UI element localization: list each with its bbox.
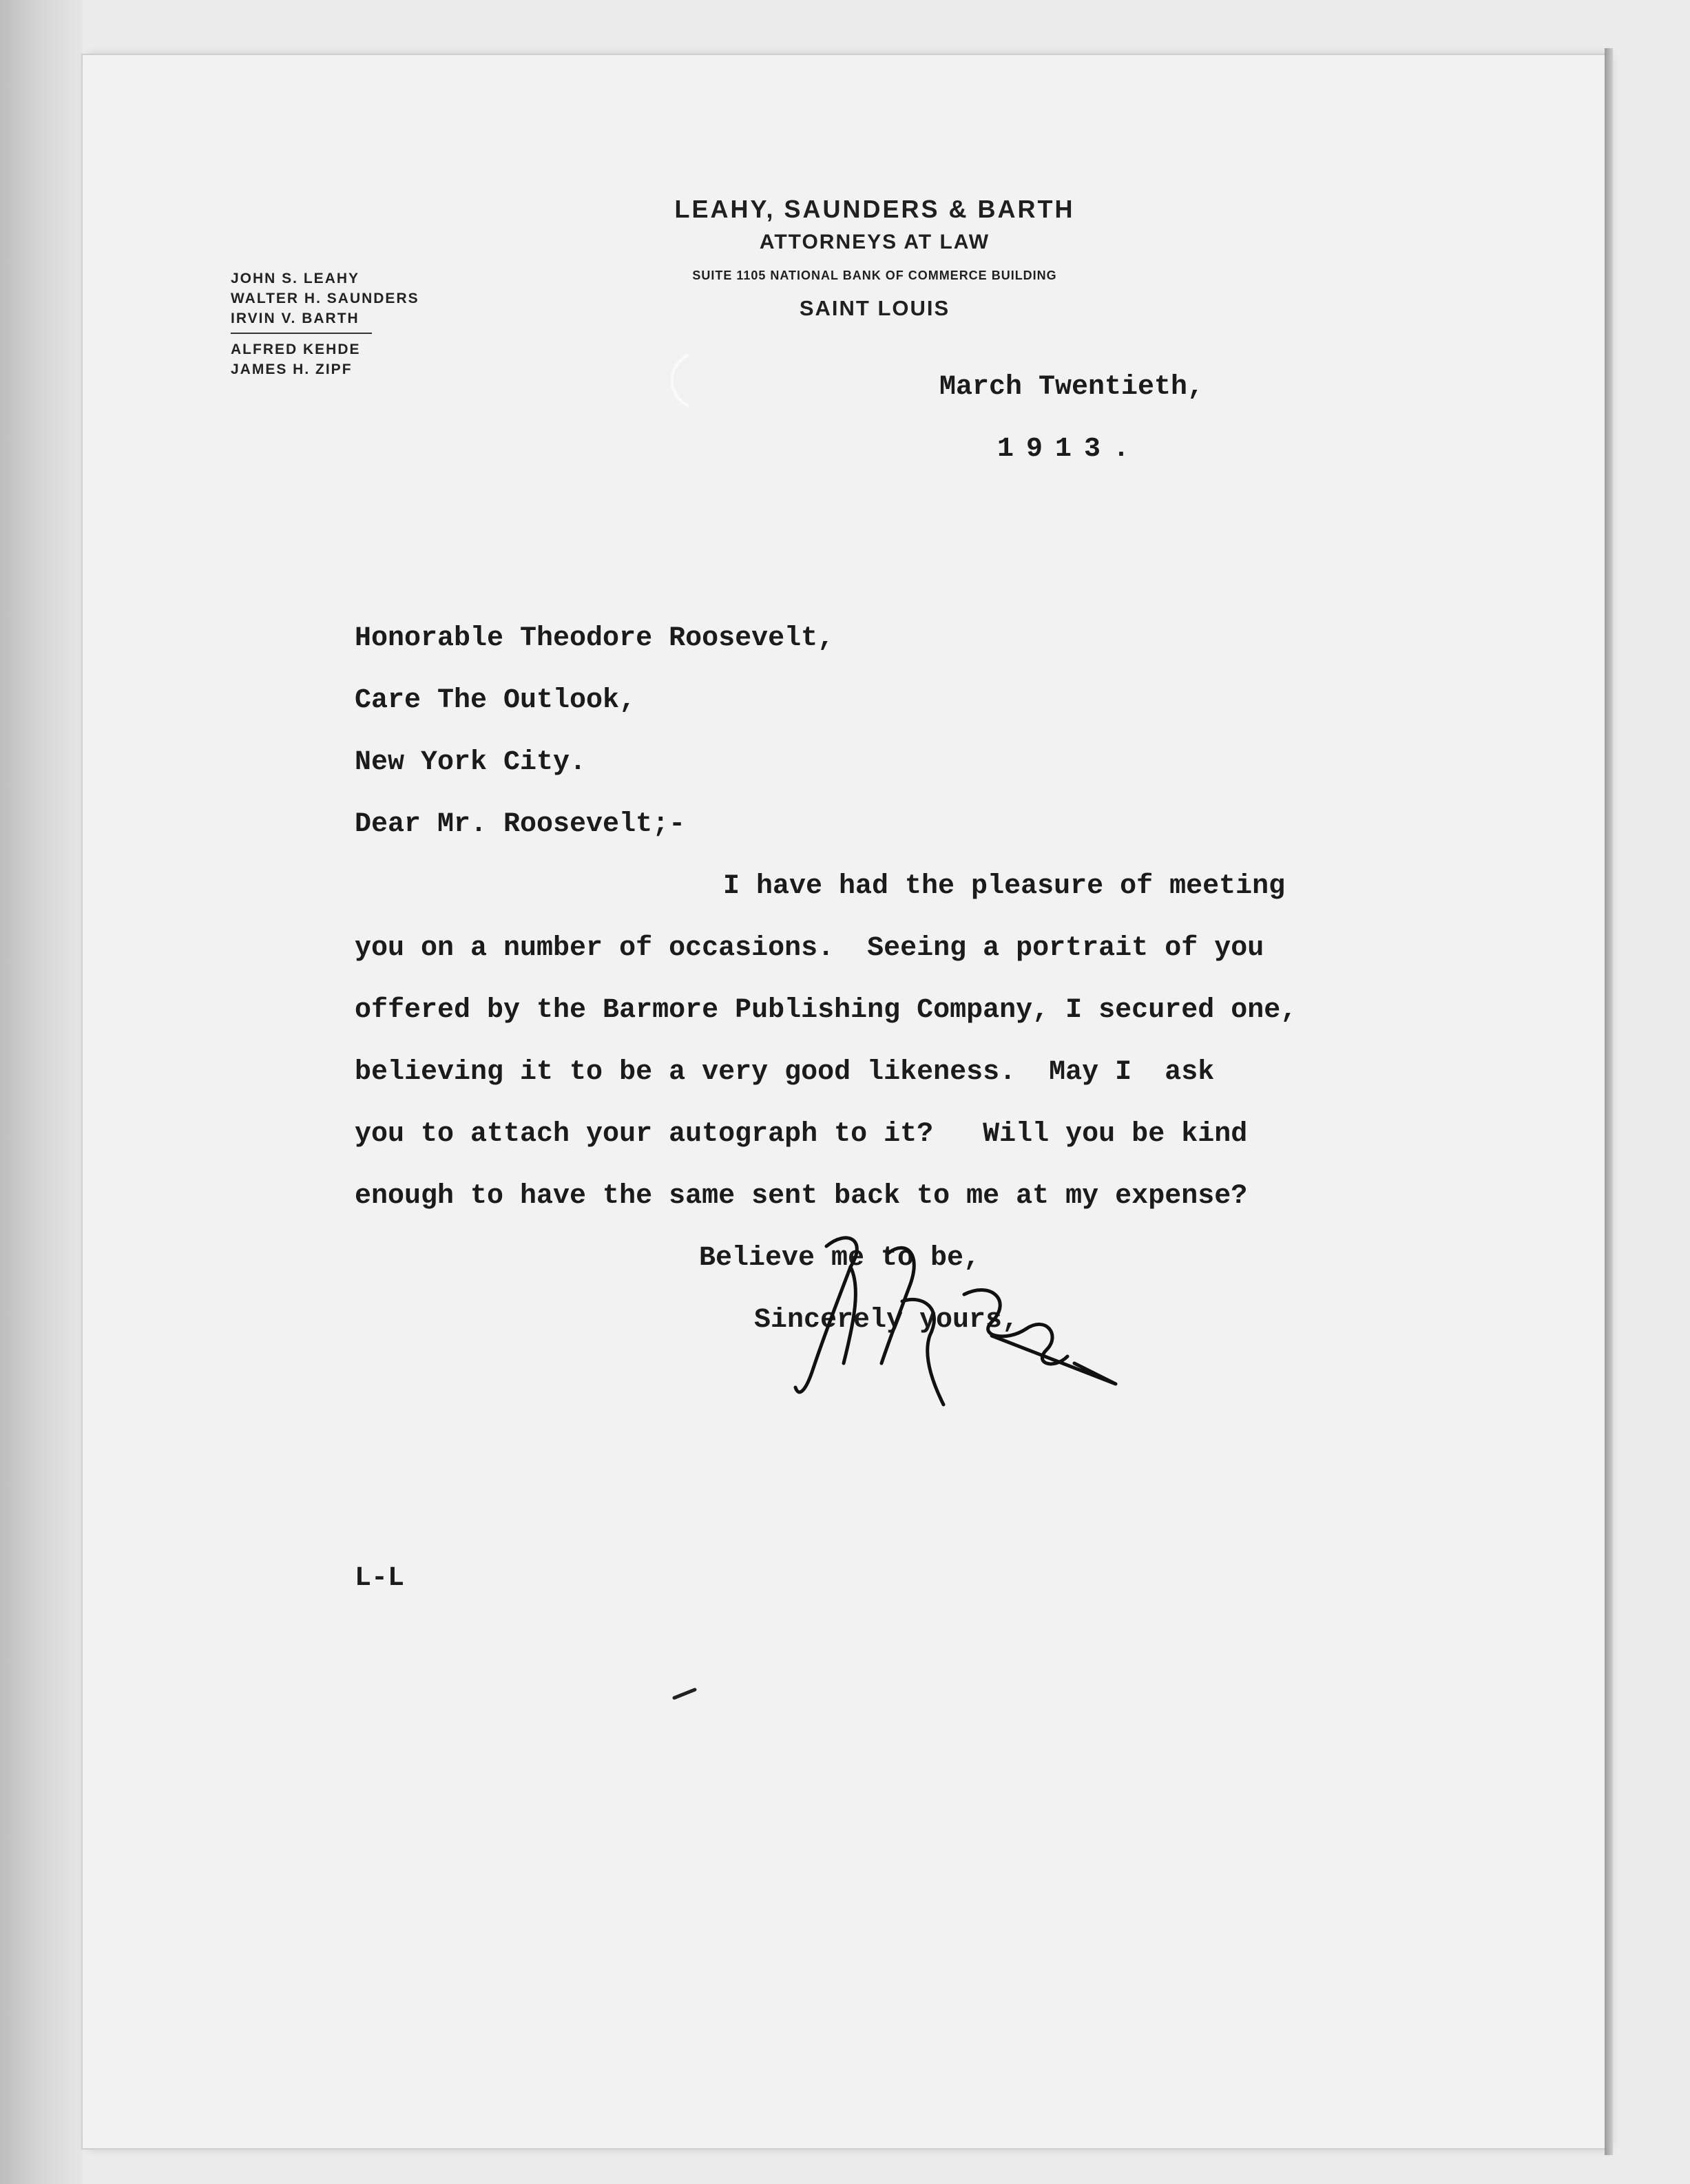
body-line: you to attach your autograph to it? Will you be kind [355, 1119, 1248, 1150]
paper-crease-mark [661, 351, 702, 413]
body-line: you on a number of occasions. Seeing a portrait of you [355, 933, 1264, 964]
handwritten-signature [785, 1226, 1129, 1425]
associate-name: ALFRED KEHDE [231, 342, 361, 357]
partner-name: JOHN S. LEAHY [231, 271, 360, 286]
associate-name: JAMES H. ZIPF [231, 361, 353, 377]
firm-name: LEAHY, SAUNDERS & BARTH [674, 195, 1075, 223]
scan-left-shadow [0, 0, 83, 2184]
scan-right-edge [1605, 48, 1613, 2155]
recipient-line: Honorable Theodore Roosevelt, [355, 623, 835, 654]
partner-name: WALTER H. SAUNDERS [231, 291, 419, 306]
firm-address: SUITE 1105 NATIONAL BANK OF COMMERCE BUILDING [692, 269, 1057, 282]
body-line: enough to have the same sent back to me at my expense? [355, 1181, 1248, 1212]
ink-speck [671, 1687, 699, 1701]
body-line: I have had the pleasure of meeting [723, 871, 1286, 902]
letter-year: 1913. [997, 434, 1143, 465]
firm-tagline: ATTORNEYS AT LAW [759, 231, 990, 253]
firm-city: SAINT LOUIS [799, 296, 950, 320]
partner-list [231, 269, 419, 379]
closing-line: Sincerely yours, [754, 1305, 1019, 1336]
recipient-line: New York City. [355, 747, 587, 778]
recipient-line: Care The Outlook, [355, 685, 636, 716]
body-line: believing it to be a very good likeness. May I ask [355, 1057, 1215, 1088]
letter-date: March Twentieth, [939, 372, 1204, 403]
body-line: offered by the Barmore Publishing Company, I secured one, [355, 995, 1297, 1026]
typist-initials: L-L [355, 1563, 405, 1594]
partner-name: IRVIN V. BARTH [231, 311, 359, 326]
partner-divider [231, 333, 372, 334]
salutation: Dear Mr. Roosevelt;- [355, 809, 686, 840]
closing-line: Believe me to be, [699, 1243, 981, 1274]
